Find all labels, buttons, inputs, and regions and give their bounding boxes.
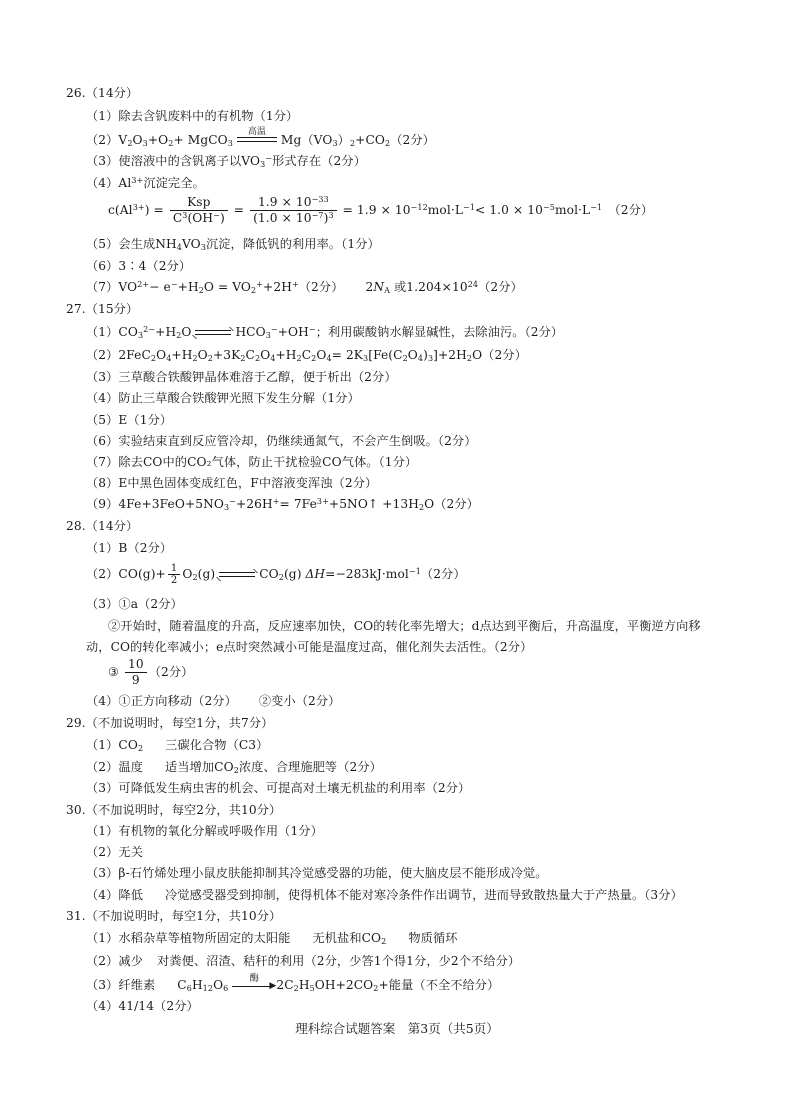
q28-heading: 28.（14分） [66,519,139,533]
q27-heading: 27.（15分） [66,302,139,316]
q29-heading: 29.（不加说明时，每空1分，共7分） [66,716,274,730]
q29-answer-3: （3）可降低发生病虫害的机会、可提高对土壤无机盐的利用率（2分） [86,781,471,795]
q28-answer-3-2b: 动，CO的转化率减小；e点时突然减小可能是温度过高，催化剂失去活性。（2分） [86,640,533,654]
q31-answer-4: （4）41/14（2分） [86,999,199,1013]
q31-heading: 31.（不加说明时，每空1分，共10分） [66,909,282,923]
q27-answer-6: （6）实验结束直到反应管冷却，仍继续通氮气，不会产生倒吸。（2分） [86,434,477,448]
q29-answer-2: （2）温度 适当增加$CO_2$浓度、合理施肥等（2分） [86,760,382,775]
reversible-arrow [195,328,231,338]
q27-answer-3: （3）三草酸合铁酸钾晶体难溶于乙醇，便于析出（2分） [86,370,397,384]
q30-answer-1: （1）有机物的氧化分解或呼吸作用（1分） [86,824,323,838]
q26-answer-4: $(4)Al^{3+}$沉淀完全。 [86,176,205,190]
reversible-arrow [219,570,255,580]
q30-heading: 30.（不加说明时，每空2分，共10分） [66,803,282,817]
q28-answer-1: （1）B（2分） [86,541,173,555]
enzyme-arrow: 酶 ▶ [232,981,276,991]
q28-answer-3-2a: ②开始时，随着温度的升高，反应速率加快，CO的转化率先增大；d点达到平衡后，升高温度，平衡逆方向移 [108,619,701,633]
q29-answer-1: $(1)CO_2$ 三碳化合物（C3） [86,738,269,753]
q27-answer-1: $(1)CO_3^{2-}+H_2O$ $HCO_3^-+OH^-$；利用碳酸钠水解显碱性，去除油污。（2分） [86,325,564,340]
q28-answer-4: （4）①正方向移动（2分） ②变小（2分） [86,694,341,708]
q30-answer-3: （3）β-石竹烯处理小鼠皮肤能抑制其冷觉感受器的功能，使大脑皮层不能形成冷觉。 [86,866,548,880]
q26-answer-2: $(2)V_2O_3+O_2+$ MgCO$_3$ 高温 $Mg(VO_3)_2+CO_2(2$分） [86,126,435,148]
q27-answer-7: （7）除去CO中的CO₂气体，防止干扰检验CO气体。（1分） [86,455,418,469]
equals-arrow: 高温 [237,135,277,147]
q27-answer-5: （5）E（1分） [86,413,173,427]
q26-answer-5: （5）会生成$NH_4VO_3$沉淀，降低钒的利用率。（1分） [86,237,380,252]
q31-answer-2: （2）减少 对粪便、沼渣、秸秆的利用（2分，少答1个得1分，少2个不给分） [86,954,521,968]
q28-answer-3-1: （3）①a（2分） [86,597,183,611]
q26-answer-3: （3）使溶液中的含钒离子以$VO_3^-$形式存在（2分） [86,154,366,169]
q28-answer-3-3: ③ $\frac{10}{9}$ （2分） [108,657,194,687]
q31-answer-3: （3）纤维素 $C_6H_{12}O_6$ 酶 ▶ $2C_2H_5OH+2CO_2+$能量（不全不给分） [86,972,500,993]
q26-heading: 26.（14分） [66,86,139,100]
q31-answer-1: （1）水稻杂草等植物所固定的太阳能 无机盐和$CO_2$ 物质循环 [86,931,458,946]
q27-answer-9: $(9)4Fe+3FeO+5NO_3^-+26H^+=$ $7Fe^{3+}+5NO↑ +13H_2O(2$分） [86,497,479,512]
q30-answer-4: （4）降低 冷觉感受器受到抑制，使得机体不能对寒冷条件作出调节，进而导致散热量大于产热量。（3分） [86,888,683,902]
q26-answer-1: （1）除去含钒废料中的有机物（1分） [86,109,299,123]
q28-answer-2: （2）CO(g)+ $\frac{1}{2}$ $O_2(g)$ $CO_2(g)$ ΔH=−283kJ·mol$^{-1}$（2分） [86,563,466,586]
q27-answer-8: （8）E中黑色固体变成红色，F中溶液变浑浊（2分） [86,476,378,490]
q26-answer-7: $(7)VO^{2+}- e^-+H_2O = VO_2^++2H^+(2$分） $2N_A$ 或$1.204\times 10^{24}(2$分） [86,280,523,295]
page-footer: 理科综合试题答案 第3页（共5页） [295,1021,499,1036]
q27-answer-4: （4）防止三草酸合铁酸钾光照下发生分解（1分） [86,391,360,405]
q30-answer-2: （2）无关 [86,845,144,859]
q27-answer-2: $(2)2FeC_2O_4+H_2O_2+3K_2C_2O_4+H_2C_2O_4= 2K_3[Fe(C_2O_4)_3]+2H_2O(2$分） [86,348,527,363]
q26-ksp-calculation: $c(Al^{3+})$ = $\frac{\text{Ksp}}{C^3(OH^-)}$ = $\frac{1.9 \times 10^{-33}}{(1.0 \times 10^{-7})^3}$ = $1.9 \times 10^{-12}mol\cdot L^{-1}< 1.0 \times 10^{-5}mol\cdot L^{-1}$ （2分） [108,195,654,225]
q26-answer-6: （6）3∶4（2分） [86,259,192,273]
